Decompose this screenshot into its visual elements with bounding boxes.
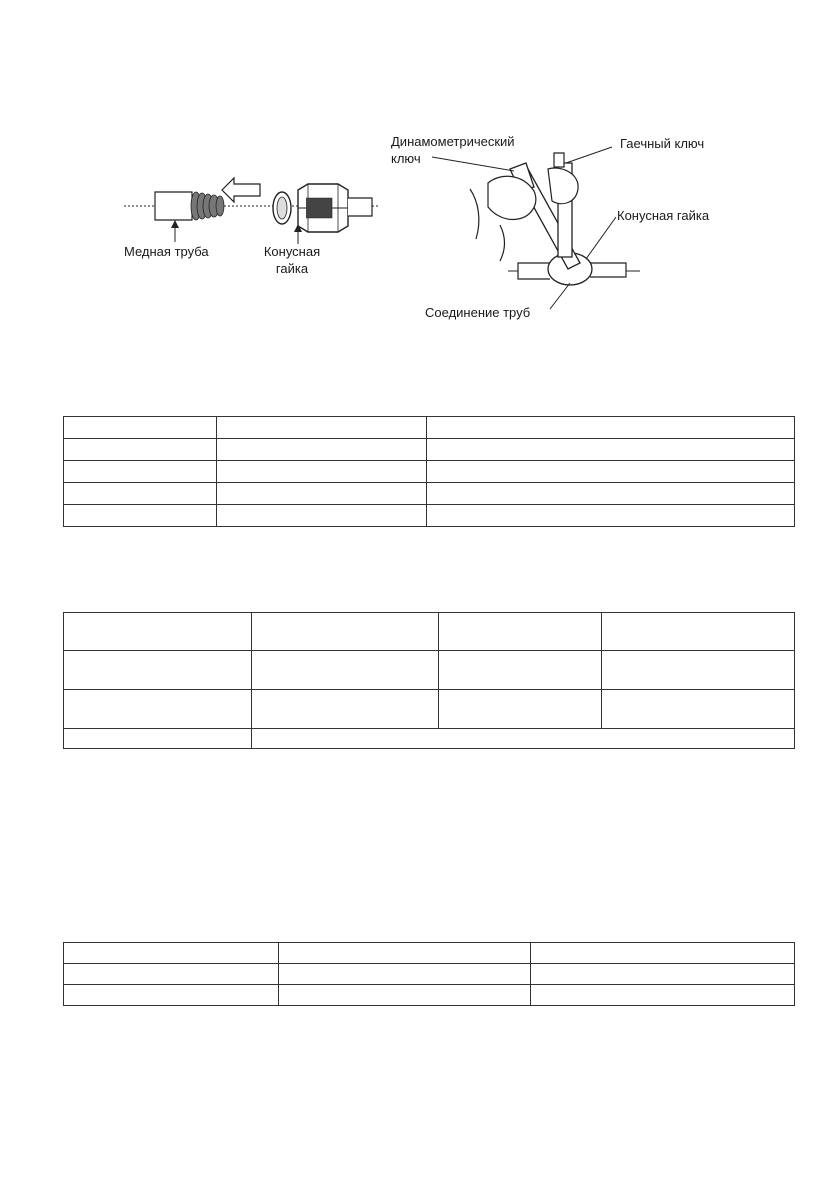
table-cell [439,651,602,690]
table-cell [217,461,427,483]
table-3 [63,942,795,1006]
table-cell [217,483,427,505]
table-row [64,483,795,505]
torque-wrench-label-line2: ключ [391,151,421,166]
table-cell [64,943,279,964]
table-row [64,613,795,651]
torque-wrench-label-line1: Динамометрический [391,134,515,149]
table-row [64,964,795,985]
table-cell [64,690,252,729]
table-cell-merged [252,729,795,749]
table-cell [64,729,252,749]
table-cell [217,505,427,527]
table-cell [64,985,279,1006]
table-cell [427,483,795,505]
table-row [64,729,795,749]
table-cell [439,690,602,729]
table-1 [63,416,795,527]
torque-wrench-illustration [430,145,650,320]
table-2 [63,612,795,749]
table-cell [602,690,795,729]
spanner-label: Гаечный ключ [620,136,705,151]
table-row [64,417,795,439]
table-cell [427,505,795,527]
table-cell [252,690,439,729]
table-cell [64,505,217,527]
table-row [64,439,795,461]
table-cell [427,439,795,461]
table-cell [64,461,217,483]
flare-nut-label-line1: Конусная [263,244,321,259]
table-cell [531,985,795,1006]
table-cell [279,964,531,985]
table-cell [64,613,252,651]
table-row [64,690,795,729]
table-row [64,985,795,1006]
table-cell [217,439,427,461]
table-cell [64,651,252,690]
pipe-joint-label: Соединение труб [425,305,531,320]
flare-nut-label: Конусная гайка [617,208,710,223]
table-cell [64,439,217,461]
table-cell [217,417,427,439]
table-cell [64,964,279,985]
table-cell [427,461,795,483]
table-row [64,651,795,690]
copper-pipe-label: Медная труба [124,244,209,259]
flare-nut-label-line2: гайка [275,261,309,276]
table-cell [531,964,795,985]
table-row [64,461,795,483]
table-cell [279,985,531,1006]
table-cell [64,417,217,439]
table-cell [602,613,795,651]
table-cell [64,483,217,505]
table-cell [531,943,795,964]
table-cell [252,613,439,651]
table-cell [252,651,439,690]
table-cell [439,613,602,651]
table-row [64,943,795,964]
table-cell [427,417,795,439]
table-cell [279,943,531,964]
table-row [64,505,795,527]
table-cell [602,651,795,690]
